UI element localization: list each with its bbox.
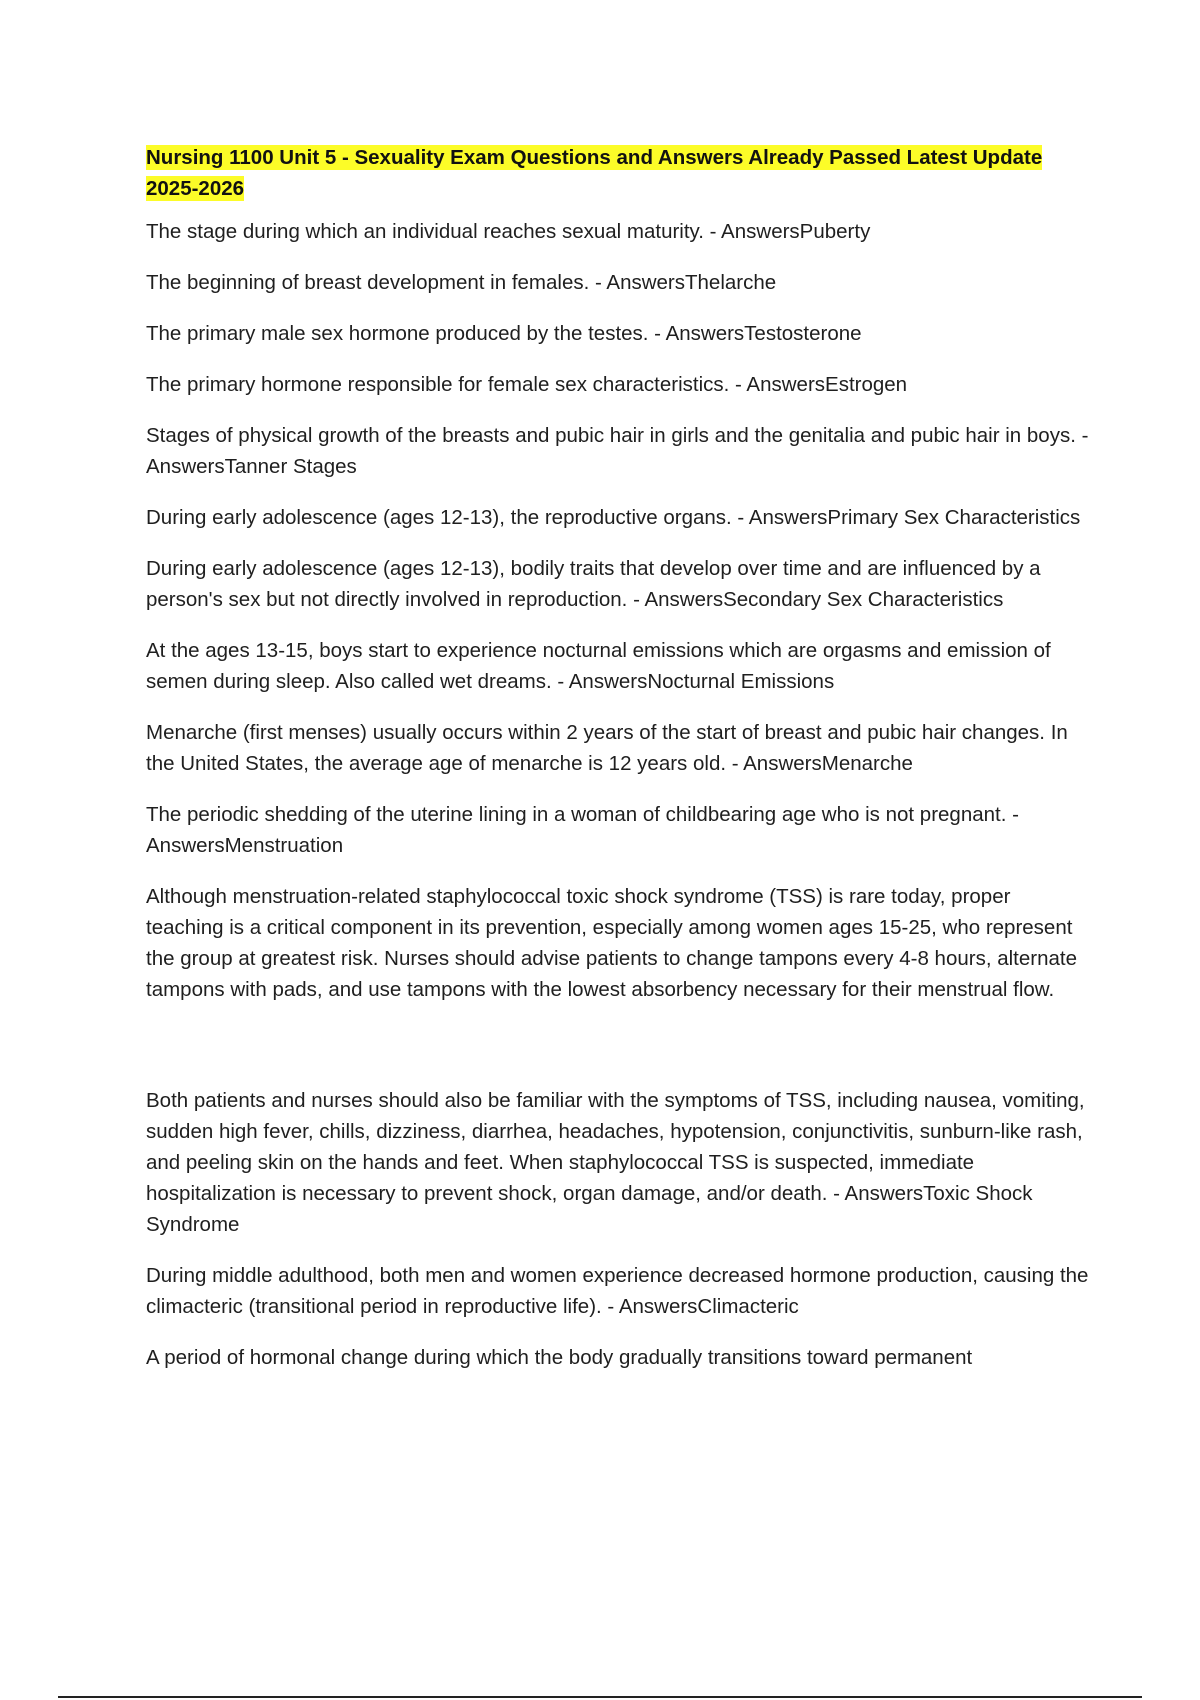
document-body	[146, 142, 1090, 1393]
qa-paragraph-secondary-sex-characteristics: During early adolescence (ages 12-13), bodily traits that develop over time and are influenced by a person's sex but not directly involved in reproduction. - AnswersSecondary Sex Characteristics	[146, 557, 1041, 611]
qa-paragraph-estrogen: The primary hormone responsible for female sex characteristics. - AnswersEstrogen	[146, 373, 908, 396]
bottom-divider	[58, 1696, 1142, 1698]
qa-paragraph-testosterone: The primary male sex hormone produced by the testes. - AnswersTestosterone	[146, 322, 862, 345]
qa-paragraph-toxic-shock-syndrome: Both patients and nurses should also be familiar with the symptoms of TSS, including nausea, vomiting, sudden high fever, chills, dizziness, diarrhea, headaches, hypotension, conjunctivitis, sunburn-like rash, and peeling skin on the hands and feet. When staphylococcal TSS is suspected, immediate hospitalization is necessary to prevent shock, organ damage, and/or death. - AnswersToxic Shock Syndrome	[146, 1089, 1085, 1236]
qa-paragraph-thelarche: The beginning of breast development in females. - AnswersThelarche	[146, 271, 777, 294]
qa-paragraph-climacteric: During middle adulthood, both men and women experience decreased hormone production, causing the climacteric (transitional period in reproductive life). - AnswersClimacteric	[146, 1264, 1089, 1318]
qa-paragraph-menarche: Menarche (first menses) usually occurs within 2 years of the start of breast and pubic hair changes. In the United States, the average age of menarche is 12 years old. - AnswersMenarche	[146, 721, 1068, 775]
qa-paragraph-puberty: The stage during which an individual reaches sexual maturity. - AnswersPuberty	[146, 220, 871, 243]
qa-paragraph-truncated: A period of hormonal change during which the body gradually transitions toward permanent	[146, 1346, 973, 1369]
document-title-highlight: Nursing 1100 Unit 5 - Sexuality Exam Questions and Answers Already Passed Latest Update 2025-2026	[146, 146, 1043, 200]
qa-paragraph-primary-sex-characteristics: During early adolescence (ages 12-13), the reproductive organs. - AnswersPrimary Sex Characteristics	[146, 506, 1081, 529]
qa-paragraph-tanner-stages: Stages of physical growth of the breasts and pubic hair in girls and the genitalia and pubic hair in boys. - AnswersTanner Stages	[146, 424, 1089, 478]
qa-paragraph-menstruation: The periodic shedding of the uterine lining in a woman of childbearing age who is not pregnant. - AnswersMenstruation	[146, 803, 1019, 857]
qa-paragraph-tss-prevention: Although menstruation-related staphylococcal toxic shock syndrome (TSS) is rare today, proper teaching is a critical component in its prevention, especially among women ages 15-25, who represent the group at greatest risk. Nurses should advise patients to change tampons every 4-8 hours, alternate tampons with pads, and use tampons with the lowest absorbency necessary for their menstrual flow.	[146, 885, 1077, 1001]
paragraph-spacer	[146, 1025, 1090, 1085]
qa-paragraph-nocturnal-emissions: At the ages 13-15, boys start to experience nocturnal emissions which are orgasms and emission of semen during sleep. Also called wet dreams. - AnswersNocturnal Emissions	[146, 639, 1051, 693]
document-title	[146, 142, 1090, 204]
